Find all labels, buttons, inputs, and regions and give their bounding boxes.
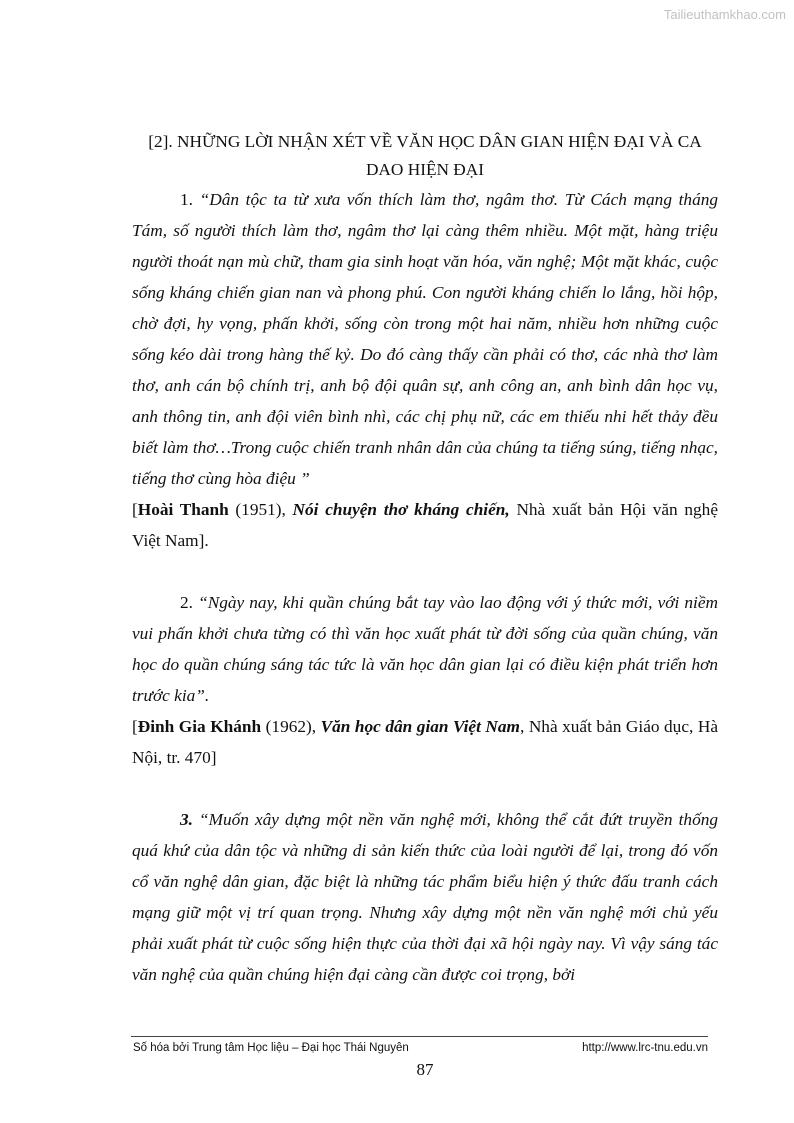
page-number: 87	[416, 1060, 434, 1079]
quote-text: “Ngày nay, khi quần chúng bắt tay vào lao động với ý thức mới, với niềm vui phấn khởi chưa từng có thì văn học xuất phát từ đời sống của quần chúng, văn học do quần chúng sáng tác tức là văn học dân gian lại có điều kiện phát triển hơn trước kia”.	[132, 593, 718, 705]
citation-author: Hoài Thanh	[137, 500, 229, 519]
quote-number: 2.	[180, 593, 193, 612]
citation-open: [	[132, 500, 138, 519]
quote-paragraph-2	[132, 587, 718, 711]
section-title-line-1: [2]. NHỮNG LỜI NHẬN XÉT VỀ VĂN HỌC DÂN GIAN HIỆN ĐẠI VÀ CA	[148, 132, 702, 151]
quote-number: 1.	[180, 190, 193, 209]
footer-url: http://www.lrc-tnu.edu.vn	[582, 1042, 708, 1054]
quote-paragraph-3	[132, 804, 718, 990]
citation-publisher: Nhà xuất bản Hội văn nghệ Việt Nam].	[132, 500, 718, 550]
quote-number: 3.	[180, 810, 193, 829]
citation-year: (1951),	[228, 500, 293, 519]
quote-text: “Dân tộc ta từ xưa vốn thích làm thơ, ngâm thơ. Từ Cách mạng tháng Tám, số người thích làm thơ, ngâm thơ lại càng thêm nhiều. Một mặt, hàng triệu người thoát nạn mù chữ, tham gia sinh hoạt văn hóa, văn nghệ; Một mặt khác, cuộc sống kháng chiến gian nan và phong phú. Con người kháng chiến lo lắng, hồi hộp, chờ đợi, hy vọng, phấn khởi, sống còn trong một hai năm, nhiều hơn những cuộc sống kéo dài trong hàng thế kỷ. Do đó càng thấy cần phải có thơ, các nhà thơ làm thơ, anh cán bộ chính trị, anh bộ đội quân sự, anh công an, anh bình dân học vụ, anh thông tin, anh đội viên bình nhì, các chị phụ nữ, các em thiếu nhi hết thảy đều biết làm thơ…Trong cuộc chiến tranh nhân dân của chúng ta tiếng súng, tiếng nhạc, tiếng thơ cùng hòa điệu ”	[132, 190, 718, 488]
footer-divider	[131, 1036, 708, 1037]
page-body	[132, 128, 718, 990]
quote-paragraph-1	[132, 184, 718, 494]
section-title-line-2: DAO HIỆN ĐẠI	[365, 160, 485, 179]
citation-1	[132, 494, 718, 556]
citation-2	[132, 711, 718, 773]
page-footer	[133, 1042, 708, 1054]
footer-left-text: Số hóa bởi Trung tâm Học liệu – Đại học Thái Nguyên	[133, 1042, 409, 1054]
citation-year: (1962),	[261, 717, 321, 736]
section-title	[132, 128, 718, 184]
spacer	[132, 773, 718, 804]
citation-author: Đinh Gia Khánh	[137, 717, 262, 736]
watermark-text: Tailieuthamkhao.com	[663, 7, 786, 22]
citation-open: [	[132, 717, 138, 736]
quote-text: “Muốn xây dựng một nền văn nghệ mới, không thể cắt đứt truyền thống quá khứ của dân tộc và những di sản kiến thức của loài người để lại, trong đó vốn cổ văn nghệ dân gian, đặc biệt là những tác phẩm biểu hiện ý thức đấu tranh cách mạng giữ một vị trí quan trọng. Nhưng xây dựng một nền văn nghệ mới chủ yếu phải xuất phát từ cuộc sống hiện thực của thời đại xã hội ngày nay. Vì vậy sáng tác văn nghệ của quần chúng hiện đại càng cần được coi trọng, bởi	[132, 810, 718, 984]
citation-publisher: , Nhà xuất bản Giáo dục, Hà Nội, tr. 470]	[132, 717, 718, 767]
citation-work: Văn học dân gian Việt Nam	[320, 717, 520, 736]
citation-work: Nói chuyện thơ kháng chiến,	[292, 500, 510, 519]
spacer	[132, 556, 718, 587]
